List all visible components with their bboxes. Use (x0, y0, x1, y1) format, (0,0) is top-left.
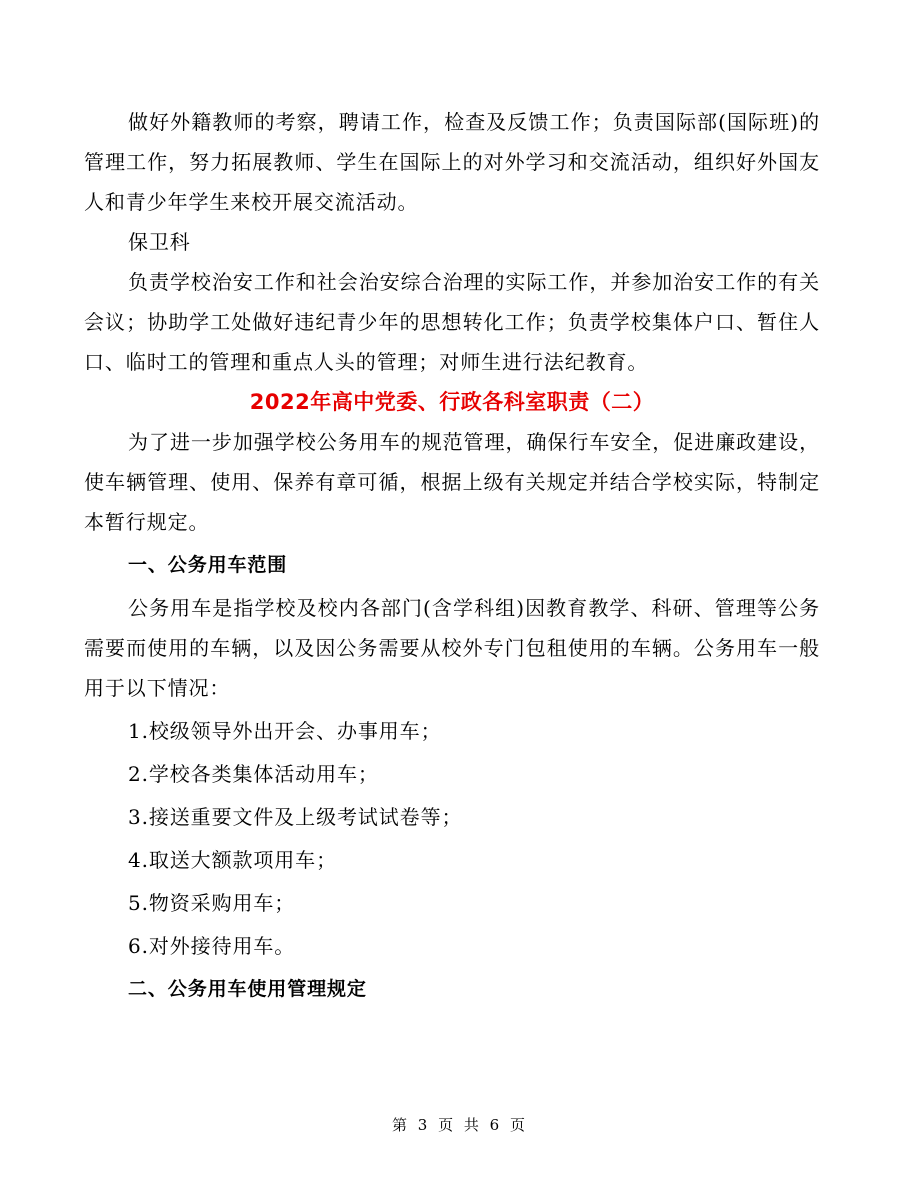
document-title: 2022年高中党委、行政各科室职责（二） (249, 390, 655, 414)
paragraph-foreign-affairs: 做好外籍教师的考察，聘请工作，检查及反馈工作；负责国际部(国际班)的管理工作，努力拓展教师、学生在国际上的对外学习和交流活动，组织好外国友人和青少年学生来校开展交流活动。 (84, 110, 820, 214)
document-body (84, 102, 820, 1009)
paragraph-scope: 公务用车是指学校及校内各部门(含学科组)因教育教学、科研、管理等公务需要而使用的车辆，以及因公务需要从校外专门包租使用的车辆。公务用车一般用于以下情况： (84, 596, 820, 700)
list-item: 5.物资采购用车； (128, 891, 296, 915)
heading-vehicle-scope: 一、公务用车范围 (128, 554, 288, 576)
paragraph-security: 负责学校治安工作和社会治安综合治理的实际工作，并参加治安工作的有关会议；协助学工处做好违纪青少年的思想转化工作；负责学校集体户口、暂住人口、临时工的管理和重点人头的管理；对师生进行法纪教育。 (84, 270, 820, 374)
paragraph-intro: 为了进一步加强学校公务用车的规范管理，确保行车安全，促进廉政建设，使车辆管理、使用、保养有章可循，根据上级有关规定并结合学校实际，特制定本暂行规定。 (84, 430, 820, 534)
section-label-security: 保卫科 (128, 230, 191, 254)
heading-vehicle-rules: 二、公务用车使用管理规定 (128, 978, 367, 1000)
list-item: 3.接送重要文件及上级考试试卷等； (128, 805, 463, 829)
page-number: 第 3 页 共 6 页 (392, 1116, 528, 1134)
list-item: 6.对外接待用车。 (128, 934, 296, 958)
list-item: 2.学校各类集体活动用车； (128, 762, 379, 786)
list-item: 1.校级领导外出开会、办事用车； (128, 719, 442, 743)
list-item: 4.取送大额款项用车； (128, 848, 337, 872)
